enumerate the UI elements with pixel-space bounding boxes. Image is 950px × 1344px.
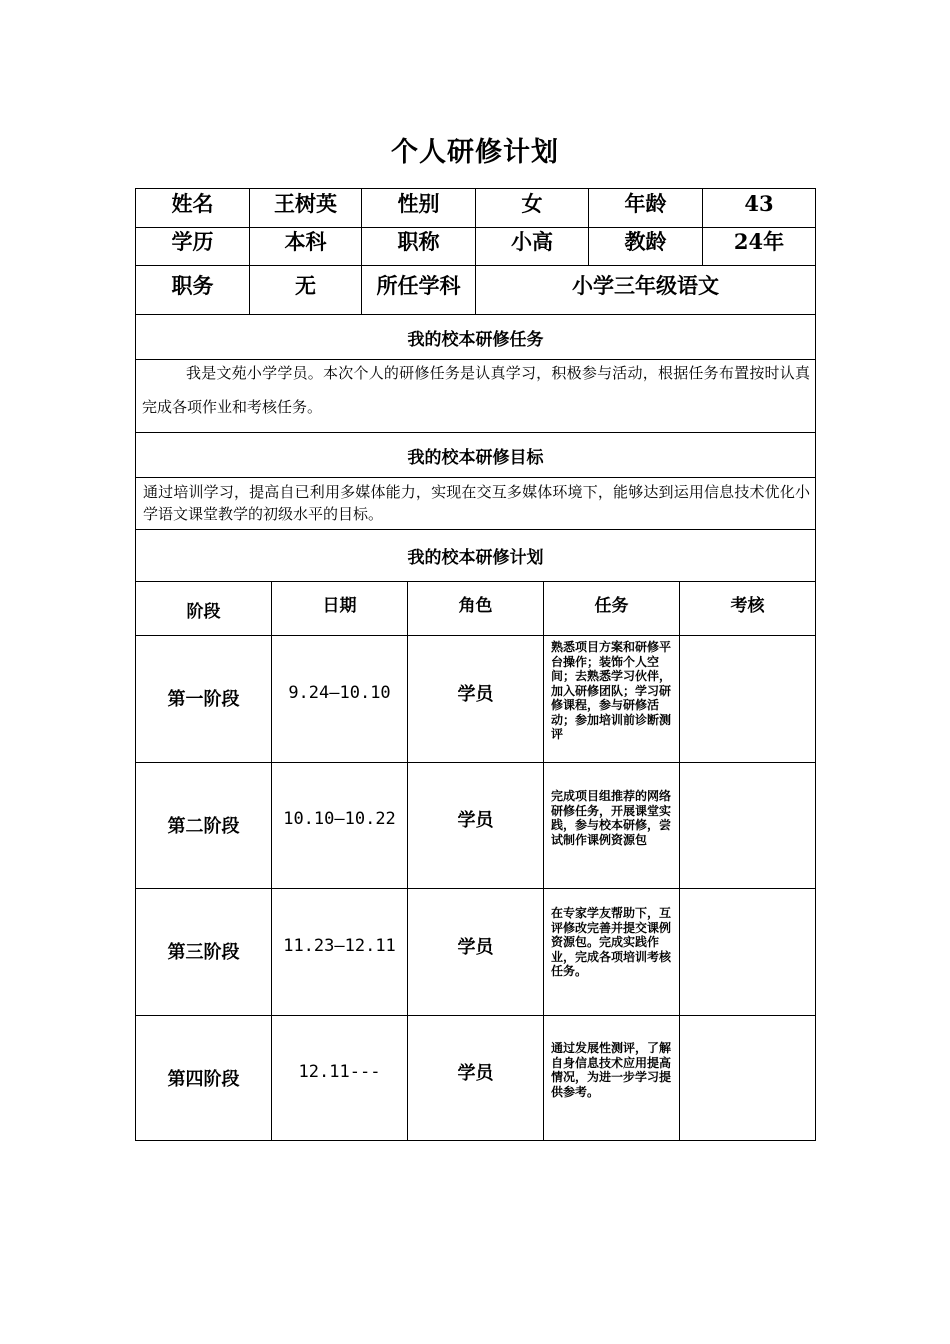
goals-text: 通过培训学习，提高自已利用多媒体能力，实现在交互多媒体环境下，能够达到运用信息技术优化小学语文课堂教学的初级水平的目标。 (143, 483, 810, 523)
task-cell: 完成项目组推荐的网络研修任务，开展课堂实践，参与校本研修，尝试制作课例资源包 (551, 789, 672, 847)
stage-cell: 第三阶段 (167, 942, 240, 963)
task-cell: 通过发展性测评，了解自身信息技术应用提高情况，为进一步学习提供参考。 (551, 1041, 672, 1099)
column-header-assessment: 考核 (730, 595, 765, 616)
education-label: 学历 (171, 229, 214, 254)
column-header-stage: 阶段 (186, 601, 221, 622)
professional-title-label: 职称 (397, 229, 440, 254)
name-label: 姓名 (171, 191, 214, 216)
role-cell: 学员 (457, 684, 494, 705)
role-cell: 学员 (457, 1063, 494, 1084)
tasks-heading: 我的校本研修任务 (407, 329, 544, 350)
goals-heading: 我的校本研修目标 (407, 447, 544, 468)
date-cell: 11.23—12.11 (283, 936, 396, 956)
stage-cell: 第二阶段 (167, 816, 240, 837)
age-label: 年龄 (624, 191, 667, 216)
professional-title-value: 小高 (511, 229, 553, 254)
role-cell: 学员 (457, 810, 494, 831)
date-cell: 10.10—10.22 (283, 809, 396, 829)
column-header-date: 日期 (322, 595, 357, 616)
date-cell: 12.11--- (298, 1062, 381, 1082)
column-header-task: 任务 (594, 595, 629, 616)
subject-label: 所任学科 (376, 273, 461, 298)
education-value: 本科 (284, 229, 327, 254)
column-header-role: 角色 (458, 595, 493, 616)
role-cell: 学员 (457, 937, 494, 958)
name-value: 王树英 (274, 191, 337, 216)
gender-label: 性别 (397, 191, 440, 216)
subject-value: 小学三年级语文 (572, 273, 719, 298)
assessment-cell (680, 1016, 815, 1140)
position-label: 职务 (171, 273, 214, 298)
task-cell: 熟悉项目方案和研修平台操作；装饰个人空间；去熟悉学习伙伴，加入研修团队；学习研修课程，参与研修活动；参加培训前诊断测评 (551, 640, 672, 741)
position-value: 无 (295, 273, 316, 298)
assessment-cell (680, 889, 815, 1015)
age-value: 43 (744, 190, 774, 216)
task-cell: 在专家学友帮助下，互评修改完善并提交课例资源包。完成实践作业，完成各项培训考核任务。 (551, 906, 672, 978)
stage-cell: 第一阶段 (167, 689, 240, 710)
plan-heading: 我的校本研修计划 (407, 548, 544, 568)
assessment-cell (680, 763, 815, 888)
assessment-cell (680, 636, 815, 762)
date-cell: 9.24—10.10 (288, 683, 391, 703)
stage-cell: 第四阶段 (167, 1069, 240, 1090)
teaching-years-label: 教龄 (624, 229, 667, 254)
teaching-years-value: 24年 (733, 229, 785, 254)
tasks-text: 我是文苑小学学员。本次个人的研修任务是认真学习，积极参与活动，根据任务布置按时认真完成各项作业和考核任务。 (142, 364, 810, 416)
gender-value: 女 (521, 191, 543, 216)
page-title: 个人研修计划 (391, 137, 559, 168)
